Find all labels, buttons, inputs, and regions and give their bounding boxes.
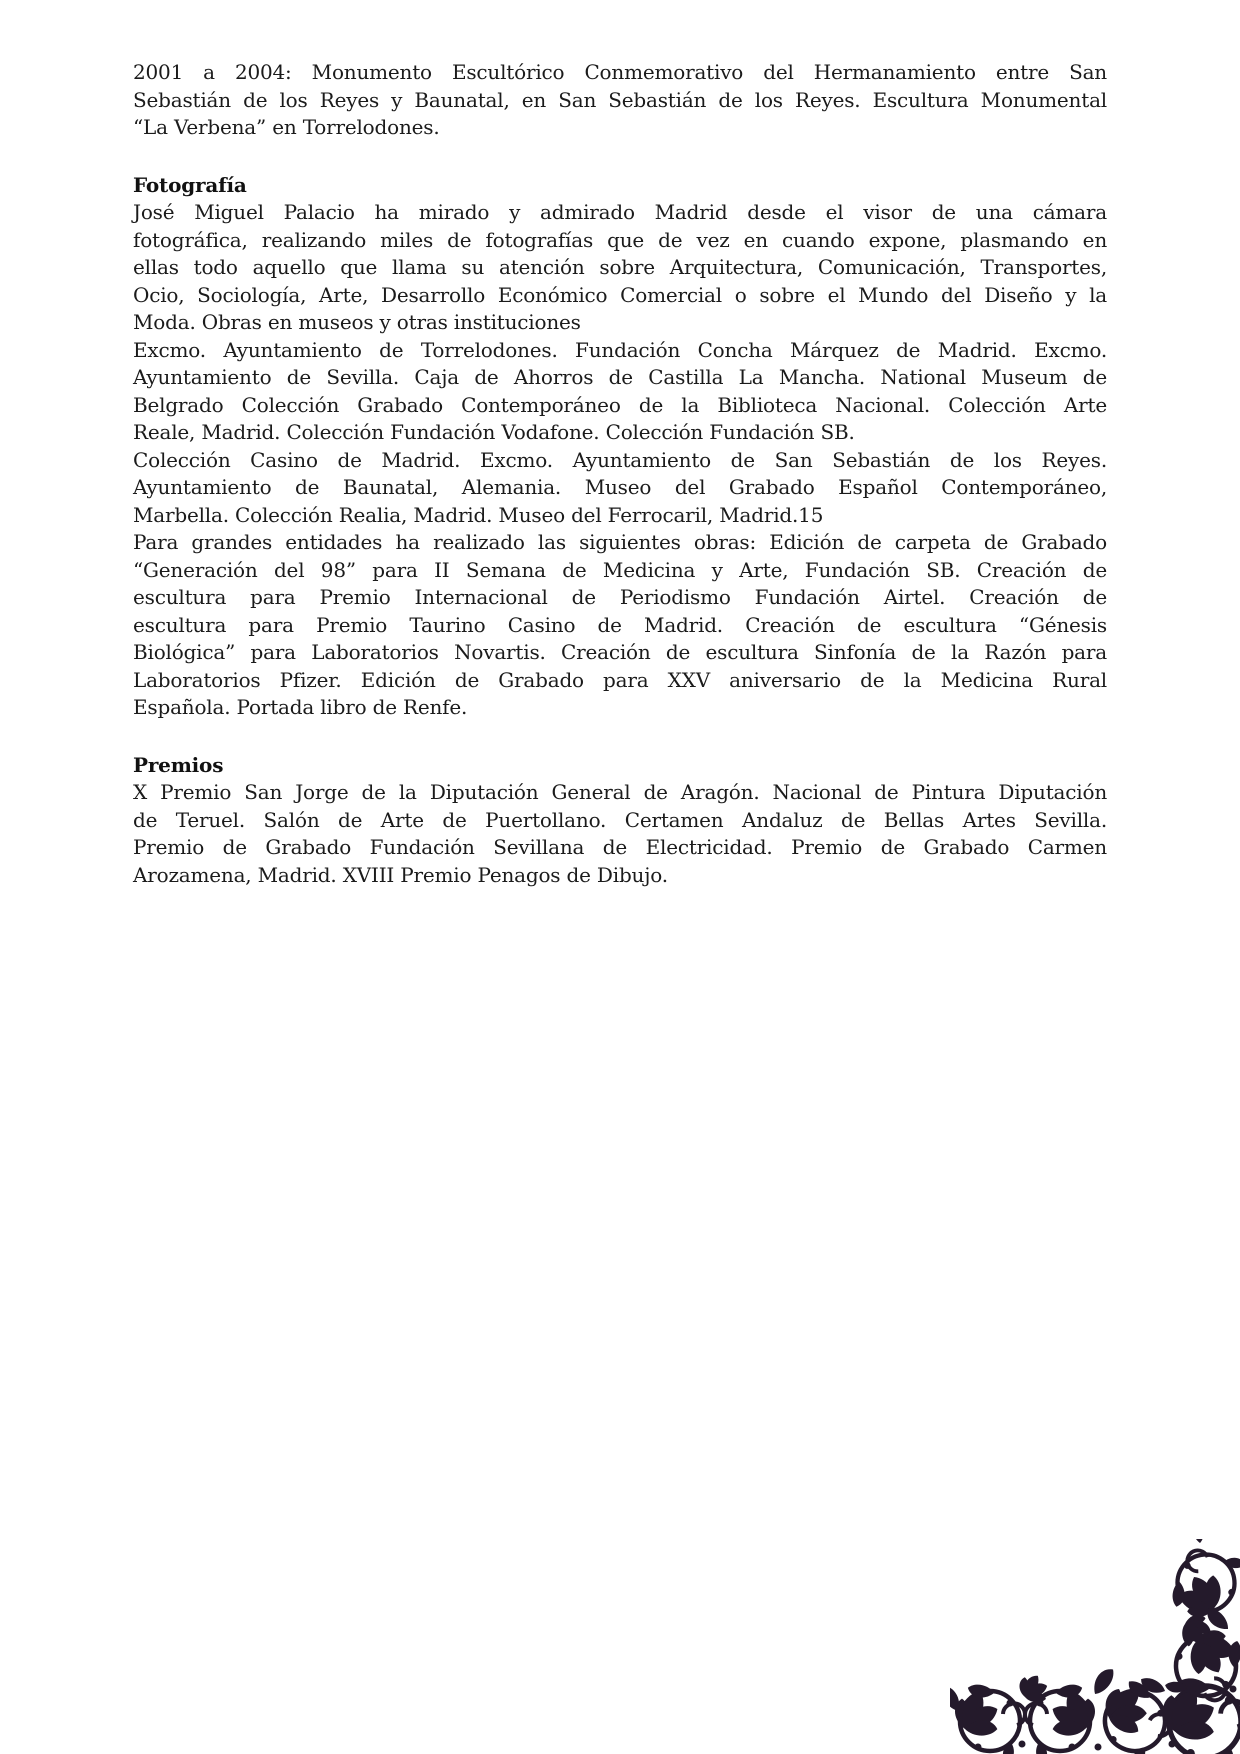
- text-line: Premio de Grabado Fundación Sevillana de Electricidad. Premio de Grabado Carmen: [133, 835, 1107, 859]
- text-line: X Premio San Jorge de la Diputación General de Aragón. Nacional de Pintura Diputación: [133, 780, 1107, 804]
- text-line: escultura para Premio Taurino Casino de Madrid. Creación de escultura “Génesis: [133, 612, 1107, 637]
- section-heading-fotografia: Fotografía: [133, 172, 247, 197]
- paragraph-fotografia-intro: [133, 199, 1107, 337]
- text-line: Española. Portada libro de Renfe.: [133, 695, 468, 719]
- text-line: Biológica” para Laboratorios Novartis. Creación de escultura Sinfonía de la Razón para: [133, 640, 1107, 664]
- paragraph-colecciones-2: [133, 447, 1107, 530]
- text-line: Para grandes entidades ha realizado las siguientes obras: Edición de carpeta de Grabado: [133, 530, 1107, 554]
- text-line: Colección Casino de Madrid. Excmo. Ayuntamiento de San Sebastián de los Reyes.: [133, 447, 1107, 472]
- text-line: Ocio, Sociología, Arte, Desarrollo Económico Comercial o sobre el Mundo del Diseño y la: [133, 282, 1107, 307]
- text-line: Moda. Obras en museos y otras instituciones: [133, 310, 581, 334]
- document-text-block: [133, 59, 1107, 889]
- text-line: Ayuntamiento de Baunatal, Alemania. Museo del Grabado Español Contemporáneo,: [133, 475, 1107, 499]
- paragraph-colecciones-1: [133, 337, 1107, 447]
- text-line: “Generación del 98” para II Semana de Medicina y Arte, Fundación SB. Creación de: [133, 557, 1107, 582]
- corner-floral-ornament-icon: [950, 1539, 1240, 1754]
- ornament-stroke-group: [950, 1539, 1240, 1754]
- text-line: Sebastián de los Reyes y Baunatal, en San Sebastián de los Reyes. Escultura Monumental: [133, 87, 1107, 112]
- text-line: Ayuntamiento de Sevilla. Caja de Ahorros de Castilla La Mancha. National Museum de: [133, 365, 1107, 389]
- text-line: 2001 a 2004: Monumento Escultórico Conmemorativo del Hermanamiento entre San: [133, 60, 1107, 84]
- paragraph-premios-list: [133, 779, 1107, 889]
- text-line: Reale, Madrid. Colección Fundación Vodafone. Colección Fundación SB.: [133, 420, 855, 444]
- text-line: Arozamena, Madrid. XVIII Premio Penagos de Dibujo.: [133, 862, 668, 887]
- paragraph-grandes-entidades: [133, 529, 1107, 722]
- text-line: Excmo. Ayuntamiento de Torrelodones. Fundación Concha Márquez de Madrid. Excmo.: [133, 337, 1107, 362]
- text-line: José Miguel Palacio ha mirado y admirado Madrid desde el visor de una cámara: [133, 200, 1107, 224]
- section-heading-premios: Premios: [133, 752, 224, 777]
- text-line: de Teruel. Salón de Arte de Puertollano. Certamen Andaluz de Bellas Artes Sevilla.: [133, 807, 1107, 832]
- text-line: “La Verbena” en Torrelodones.: [133, 115, 440, 139]
- text-line: fotográfica, realizando miles de fotografías que de vez en cuando expone, plasmando en: [133, 227, 1107, 252]
- text-line: Belgrado Colección Grabado Contemporáneo de la Biblioteca Nacional. Colección Arte: [133, 392, 1107, 417]
- paragraph-monumento-2001-2004: [133, 59, 1107, 142]
- ornament-fill-group: [950, 1539, 1240, 1754]
- text-line: Laboratorios Pfizer. Edición de Grabado para XXV aniversario de la Medicina Rural: [133, 667, 1107, 692]
- text-line: ellas todo aquello que llama su atención sobre Arquitectura, Comunicación, Transportes,: [133, 255, 1107, 279]
- text-line: Marbella. Colección Realia, Madrid. Museo del Ferrocaril, Madrid.15: [133, 502, 824, 527]
- text-line: escultura para Premio Internacional de Periodismo Fundación Airtel. Creación de: [133, 585, 1107, 609]
